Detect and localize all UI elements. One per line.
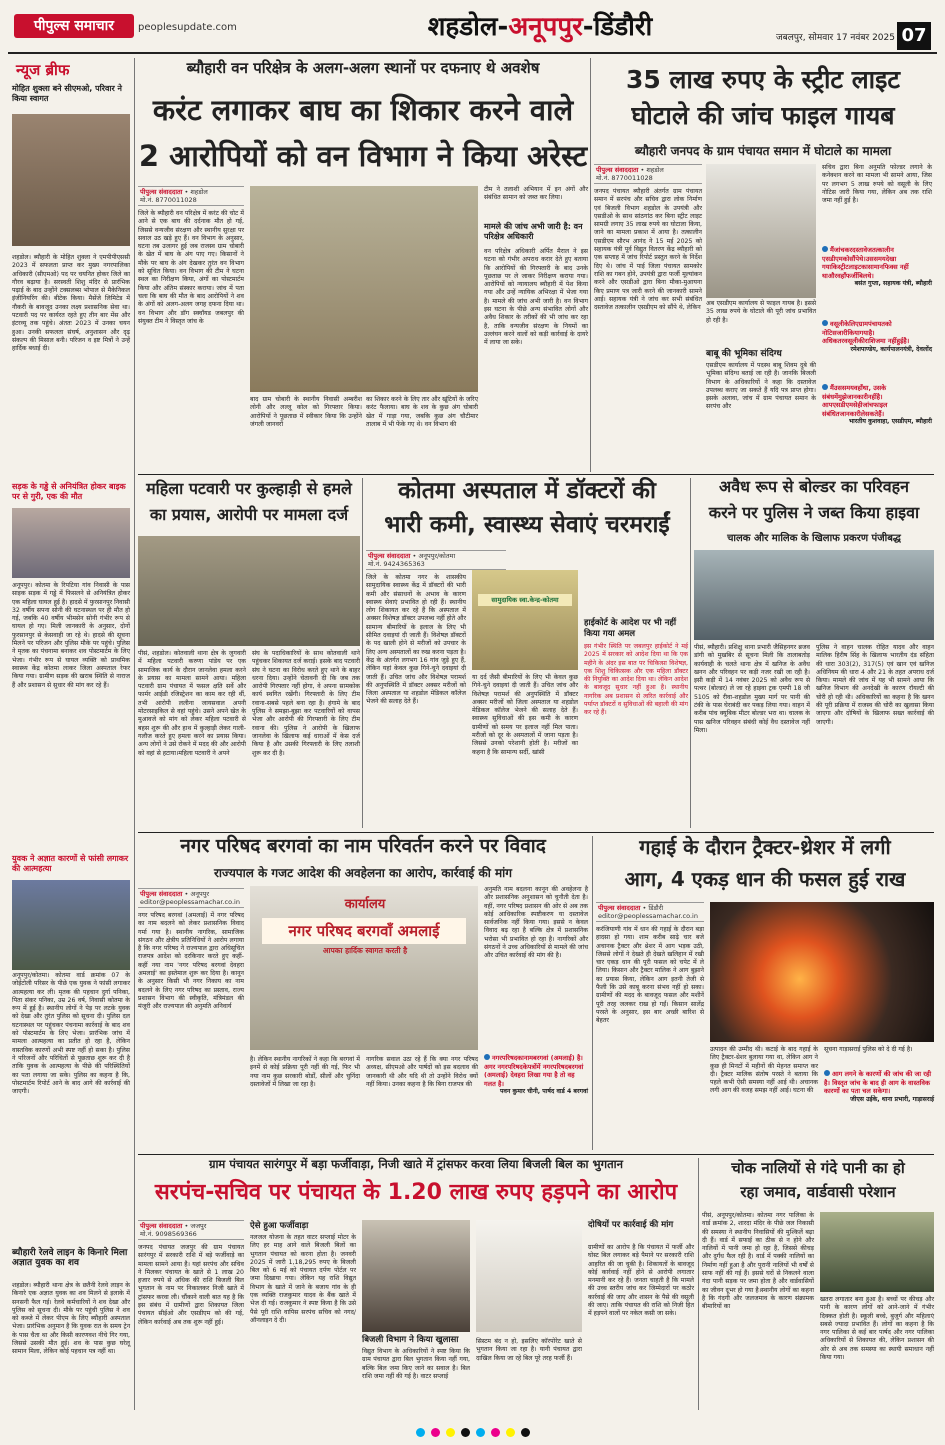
quote-1-author: बसंत गुप्ता, सहायक यंत्री, ब्यौहारी: [854, 280, 932, 287]
tiger-subhead: मामले की जांच अभी जारी है: वन परिक्षेत्र अधिकारी: [484, 222, 583, 241]
boulder-headline-1: अवैध रूप से बोल्डर का परिवहन: [718, 477, 909, 496]
tiger-photo: [250, 186, 478, 392]
bargawan-text-col-4: अनुमति नाम बदलना कानून की अवहेलना है और प्रशासनिक अनुशासन को चुनौती देता है। वहीं, नगर परिषद प्रशासन की ओर से अब तक कोई आधिकारिक स्पष्टीकरण या दस्तावेज सार्वजनिक नहीं किया गया। इससे न केवल विवाद बढ़ रहा है बल्कि क्षेत्र में प्रशासनिक भरोसा भी प्रभावित हो रहा है। नागरिकों और संगठनों ने उच्च अधिकारियों से मामले की जांच और उचित कार्रवाई की मांग की है।: [484, 886, 590, 960]
panchayat-story: [138, 1158, 694, 1410]
print-registration-bar: [0, 1422, 945, 1438]
panchayat-photo-document: [476, 1220, 582, 1332]
kotma-sidebox: [584, 618, 688, 828]
section-part-c: -डिंडौरी: [582, 12, 653, 42]
tiger-byline-name: पीपुल्स संवाददाता: [140, 188, 183, 196]
bargawan-byline-name: पीपुल्स संवाददाता: [140, 890, 183, 898]
fire-photo: [710, 902, 934, 1042]
fire-quote-text: आग लगने के कारणों की जांच की जा रही है। विस्तृत जांच के बाद ही आग के वास्तविक कारणों का पता चल सकेगा।: [824, 1070, 932, 1095]
section-part-b: अनूपपुर: [508, 12, 583, 42]
drain-story: [702, 1158, 934, 1410]
fire-byline-place: डिंडौरी: [648, 904, 664, 912]
brief-photo-2: [12, 508, 130, 578]
brief-headline-4: ब्यौहारी रेलवे लाइन के किनारे मिला अज्ञात युवक का शव: [12, 1248, 128, 1268]
streetlight-byline: पीपुल्स संवाददाता • शहडोल मो.नं. 8770011028: [594, 164, 702, 184]
tiger-story: [138, 58, 588, 472]
bargawan-byline: पीपुल्स संवाददाता • अनूपपुर editor@peoplessamachar.co.in: [138, 888, 244, 908]
news-brief-column: [12, 58, 130, 1413]
bargawan-sign-1: कार्यालय: [344, 897, 386, 912]
bargawan-story: [138, 836, 588, 1150]
panchayat-text-col-5: ग्रामीणों का आरोप है कि पंचायत में फर्जी और घोस्ट बिल लगाकर बड़े पैमाने पर सरकारी राशि आहरित की जा चुकी है। शिकायतों के बावजूद कोई कार्रवाई नहीं होने से आरोपी लगातार मनमानी कर रहे हैं। जनता चाहती है कि मामले की उच्च स्तरीय जांच कर जिम्मेदारों पर कठोर कार्रवाई की जाए और शासन के पैसे की वसूली की जाए। ताकि पंचायत की राशि को निजी हित में हड़पने वालों पर नकेल कसी जा सके।: [588, 1244, 696, 1318]
panchayat-subhead-2: बिजली विभाग ने किया खुलासा: [362, 1335, 459, 1345]
streetlight-text-col-3: एसडीएम कार्यालय में पदस्थ बाबू शिवम दुबे की भूमिका संदिग्ध बताई जा रही है। जानकि बिजली विभाग के अधिकारियों ने कहा कि दस्तावेज उपलब्ध कराए जा सकते हैं यदि पत्र प्राप्त होगा। इसके अलावा, जांच में ग्राम पंचायत समान के सरपंच और: [706, 362, 818, 411]
section-title: [380, 10, 700, 44]
drain-headline-2: रहा जमाव, वार्डवासी परेशान: [740, 1183, 896, 1201]
fire-byline-name: पीपुल्स संवाददाता: [598, 904, 641, 912]
panchayat-subhead-3: दोषियों पर कार्रवाई की मांग: [588, 1220, 674, 1230]
kotma-sign: सामुदायिक स्वा.केन्द्र-कोतमा: [478, 594, 572, 606]
patwari-photo: [138, 536, 360, 646]
brief-text-2: अनूपपुर। कोतमा के रिपटिया गांव निवासी के पास साइक सड़क में गड्ढे में फिसलने से अनियंत्रित होकर एक महिला घायल हुई है। हादसे में फुरसानपुर निवासी 32 वर्षीय सपना सोनी की घटनास्थल पर ही मौत हो गई, जबकि 40 वर्षीय भीमसेन सोनी गंभीर रूप से घायल हो गए। मिली जानकारी के अनुसार, दोनों फुरसानपुर से केसवाही जा रहे थे। हादसे की सूचना मिलने पर परिजन और पुलिस मौके पर पहुंचे। पुलिस ने मृतक का पंचनामा बनाकर शव पोस्टमार्टम के लिए भेजा। गंभीर रूप से घायल व्यक्ति को प्राथमिक स्वास्थ्य केंद्र कोतमा लाकर जिला अस्पताल रेफर किया गया। ग्रामीण सड़क की खराब स्थिति से नाराज हैं और प्रशासन से सुधार की मांग कर रहे हैं।: [12, 582, 132, 689]
panchayat-text-col-3: विद्युत विभाग के अधिकारियों ने स्पष्ट किया कि ग्राम पंचायत द्वारा बिल भुगतान किया नहीं गया, बल्कि बिल जमा किए जाने का सवाल है। बिल राशि जमा नहीं की गई है। वाटर सप्लाई: [362, 1348, 472, 1380]
tiger-text-col-3: का शिकार करने के लिए तार और खूंटियों के जरिए करंट फैलाया। बाघ के शव के कुछ अंग चोबारी खेत में गाड़ा गया, जबकि कुछ अंग चौटीमार तालाब में भी फेंके गए थे। वन विभाग की: [366, 396, 480, 428]
streetlight-text-col-1: जनपद पंचायत ब्यौहारी अंतर्गत ग्राम पंचायत समान में सरपंच और सचिव द्वारा लोक निर्माण एवं बिजली विभाग शहडोल के उपयंत्री और एसडीओ के साथ सांठगांठ कर बिना स्ट्रीट लाइट सामग्री लगाए 35 लाख रुपये का घोटाला किया, जाने का मामला प्रकाश में आया है। तत्कालीन एसडीएम सौरभ आनंद ने 15 मई 2025 को सहायक यंत्री पूर्व विद्युत वितरण केंद्र ब्यौहारी को एक सप्ताह में जांच रिपोर्ट प्रस्तुत करने के निर्देश दिए थे। जांच में पाई जिला पंचायत सामकोर राशि का गबन होने, उपयंत्री द्वारा फर्जी मूल्यांकन करने और एसडीओ द्वारा बिना मौका-मुआयना किए प्रमाण पत्र जारी करने की जानकारी सामने आई। सहायक यंत्री ने जांच कर सभी संबंधित दस्तावेज तत्कालीन एसडीएम को सौंपे थे, लेकिन: [594, 188, 704, 312]
boulder-subhead: चालक और मालिक के खिलाफ प्रकरण पंजीबद्ध: [727, 533, 901, 544]
page-number: 07: [897, 22, 931, 50]
fire-text-col-1: करंजियाणी गांव में धान की गहाई के दौरान बड़ा हादसा हो गया। शाम करीब साढ़े चार बजे अचानक ट्रैक्टर और थ्रेशर में आग भड़क उठी, जिससे लोगों ने देखते ही देखते खलिहान में रखी चार एकड़ धान की पूरी फसल को चपेट में ले लिया। किसान और ट्रैक्टर मालिक ने आग बुझाने का प्रयास किया, लेकिन आग इतनी तेजी से फैली कि उसे काबू करना संभव नहीं हो सका। ग्रामीणों की मदद के बावजूद फसल और मशीनें पूरी तरह जलकर राख हो गईं। किसान सालेंद्र परस्ते के अनुसार, इस बार अच्छी बारिश से बेहतर: [596, 926, 706, 1025]
bargawan-quote-text: नगरपरिषदकानामबरगवां (अमलाई) है। अगर नगरपरिषदकेपत्रोंमें नगरपरिषदबरगवां (अमलाई) देवहरा लिखा गया है तो वह गलत है।: [484, 1054, 584, 1088]
streetlight-quote-3: [822, 384, 932, 468]
boulder-text-col-2: पुलिस ने वाहन चालक रोहित यादव और वाहन मालिक हिरीष सिंह के खिलाफ भारतीय दंड संहिता की धारा 303(2), 317(5) एवं खान एवं खनिज अधिनियम की धारा 4 और 21 के तहत अपराध दर्ज किया। मामले की जांच में यह भी सामने आया कि खनिज विभाग की अनदेखी के कारण रॉयल्टी की चोरी हो रही थी। अधिकारियों का कहना है कि खनन की पूरी प्रक्रिया में राजस्व की चोरी का खुलासा किया जाएगा और दोषियों के खिलाफ सख्त कार्रवाई की जाएगी।: [816, 644, 936, 726]
tiger-headline-2: 2 आरोपियों को वन विभाग ने किया अरेस्ट: [138, 139, 588, 173]
tiger-text-col-4: टीम ने तलाशी अभियान में इन अंगों और संबंधित सामान को जब्त कर लिया।: [484, 186, 590, 202]
panchayat-byline: पीपुल्स संवाददाता • जजपुर मो.नं. 9098569366: [138, 1220, 244, 1240]
streetlight-story: [594, 58, 932, 472]
kotma-byline-mob: मो.नं. 9424365363: [368, 560, 425, 568]
brief-text-1: शहडोल। ब्यौहारी के मोहित शुक्ला ने एमपीपीएससी 2023 में सफलता प्राप्त कर मुख्य नगरपालिका अधिकारी (सीएमओ) पद पर चयनित होकर जिले का गौरव बढ़ाया है। सरस्वती शिशु मंदिर से प्रारंभिक पढ़ाई के बाद उन्होंने टक्सलब्स भोपाल से मैकेनिकल इंजीनियरिंग की। बीटेक किया। मैसेंजे लिमिटेड में नौकरी के बावजूद उनका लक्ष्य प्रशासनिक सेवा था। पटवारी पद पर कार्यरत रहते हुए तीन बार मेंस और इंटरव्यू तक पहुंचे। अंततः 2023 में उनका चयन हुआ। उनकी सफलता संघर्ष, अनुशासन और दृढ़ संकल्प की मिसाल बनी। परिजन व इष्ट मित्रों ने उन्हें हार्दिक बधाई दी।: [12, 254, 132, 353]
brief-photo-1: [12, 114, 130, 246]
streetlight-text-col-2: सचिव द्वारा बिना अनुमति फोल्डर लगाने के कनेक्शन करने का मामला भी सामने आया, जिस पर लगभग 5 लाख रुपये को वसूली के लिए नोटिस जारी किया गया, लेकिन अब तक राशि जमा नहीं हुई है।: [822, 164, 934, 205]
panchayat-byline-mob: मो.नं. 9098569366: [140, 1230, 197, 1238]
brief-headline-3: युवक ने अज्ञात कारणों से फांसी लगाकर की आत्महत्या: [12, 854, 129, 873]
kotma-headline-1: कोतमा अस्पताल में डॉक्टरों की: [398, 478, 656, 504]
bargawan-text-col-2: है। लेकिन स्थानीय नागरिकों ने कहा कि बरगवां में इनमें से कोई प्रक्रिया पूरी नहीं की गई, फिर भी नया नाम कुछ सरकारी बोर्डों, सीलों और चुनिंदा दस्तावेजों में लिखा जा रहा है।: [250, 1056, 362, 1088]
bargawan-quote: [484, 1054, 588, 1150]
kotma-sidebox-head: हाईकोर्ट के आदेश पर भी नहीं किया गया अमल: [584, 618, 677, 639]
panchayat-byline-name: पीपुल्स संवाददाता: [140, 1222, 183, 1230]
quote-3-author: भारतीय कुशवाहा, एसडीएम, ब्यौहारी: [848, 418, 932, 425]
kotma-byline-name: पीपुल्स संवाददाता: [368, 552, 411, 560]
kotma-text-col-1: जिले के कोतमा नगर के शासकीय सामुदायिक स्वास्थ्य केंद्र में डॉक्टरों की भारी कमी और संसाधनों के अभाव के कारण स्वास्थ्य सेवाएं प्रभावित हो रही हैं। स्थानीय लोग शिकायत कर रहे हैं कि अस्पताल में अक्सर विशेषज्ञ डॉक्टर उपलब्ध नहीं होते और सामान्य बीमारियों के इलाज के लिए भी सीमित दवाइयां दी जाती हैं। विशेषज्ञ डॉक्टरों के पद खाली होने से मरीजों को उपचार के लिए अन्य अस्पतालों का रुख करना पड़ता है। केंद्र के अंतर्गत लगभग 16 गांव जुड़े हुए हैं, लेकिन यहां केवल कुछ गिने-चुने दवाइयां दी जाती हैं। उचित जांच और विशेषज्ञ परामर्श की अनुपस्थिति में डॉक्टर अक्सर मरीजों को जिला अस्पताल या शहडोल मेडिकल कॉलेज भेजने की सलाह देते हैं।: [366, 574, 468, 706]
tiger-text-col-1: जिले के ब्यौहारी वन परिक्षेत्र में करंट की चोट में आने से एक बाघ की दर्दनाक मौत हो गई, जिससे वन्यजीव संरक्षण और स्थानीय सुरक्षा पर सवाल उठ खड़े हुए हैं। वन विभाग के अनुसार, घटना तब उजागर हुई जब राजस्व ग्राम चोबारी के खेत में बाघ के अंग पाए गए। किसानों ने मौके पर बाघ के अंग देखकर तुरंत वन विभाग को सूचित किया। वन विभाग की टीम ने घटना स्थल का निरीक्षण किया, अंगों का पोस्टमार्टम किया और अंतिम संस्कार कराया। जांच में पता चला कि बाघ की मौत के बाद आरोपियों ने शव के अंगों को अलग-अलग जगह दफना दिया था। वन विभाग और डॉग स्क्वॉयड जबलपुर की संयुक्त टीम ने विस्तृत जांच के: [138, 210, 246, 325]
bargawan-byline-place: अनूपपुर: [190, 890, 209, 898]
patwari-text-col-2: संघ के पदाधिकारियों के साथ कोतवाली थाने पहुंचकर शिकायत दर्ज कराई। इसके बाद पटवारी संघ ने घटना का विरोध करते हुए थाने के बाहर धरना दिया। उन्होंने चेतावनी दी कि जब तक आरोपी गिरफ्तार नहीं होगा, वे अपना सामकोक कार्य स्थगित रखेंगी। गिरफ्तारी के लिए टीम रवाना-सबसे पहले बना रहा है। हंगामे के बाद पुलिस ने समझा-बुझा कर पटवारियों को वापस भेजा और आरोपी की गिरफ्तारी के लिए टीम रवाना की। पुलिस ने आरोपी के खिलाफ जानलेवा के खिलाफ कई धाराओं में केस दर्ज किया है और उसकी गिरफ्तारी के लिए तलाशी शुरू कर दी है।: [252, 650, 362, 757]
panchayat-text-col-4: सिस्टम बंद न हो, इसलिए कॉरपोरेट खाते से भुगतान किया जा रहा है। यानी पंचायत द्वारा दाखिल किया जा रहे बिल पूरे तरह फर्जी हैं।: [476, 1338, 584, 1362]
drain-photo: [820, 1212, 934, 1292]
patwari-headline-1: महिला पटवारी पर कुल्हाड़ी से हमले: [146, 479, 352, 498]
kotma-text-col-2: या दर्द जैसी बीमारियों के लिए भी केवल कुछ गिने-चुने दवाइयां दी जाती हैं। उचित जांच और विशेषज्ञ परामर्श की अनुपस्थिति में डॉक्टर अक्सर मरीजों को जिला अस्पताल या शहडोल मेडिकल कॉलेज भेजने की सलाह देते हैं। स्वास्थ्य सुविधाओं की इस कमी के कारण ग्रामीणों को समय पर इलाज नहीं मिल पाता। मरीजों को दूर के अस्पतालों में जाना पड़ता है। जिससे उनको परेशानी होती है। मरीजों का कहना है कि सामान्य सर्दी, खांसी: [472, 674, 580, 756]
brief-text-4: शहडोल। ब्यौहारी थाना क्षेत्र के छतैनी रेलवे लाइन के किनारे एक अज्ञात युवक का शव मिलने से इलाके में सनसनी फैल गई। रेलवे कर्मचारियों ने शव देखा और पुलिस को सूचना दी। मौके पर पहुंची पुलिस ने शव को कब्जे में लेकर पीएम के लिए ब्यौहारी अस्पताल भेजा। प्रारंभिक अनुमान है कि युवक रात के समय ट्रेन के पास चैता था और किसी कारणवश नीचे गिर गया, जिससे उसकी मौत हुई। शव के पास कुछ घरेलू सामान मिला, लेकिन कोई पहचान पत्र नहीं था।: [12, 1282, 132, 1356]
patwari-text-col-1: पीसं, शहडोल। कोतवाली थाना क्षेत्र के जुगवारी में महिला पटवारी करुणा पांडेय पर एक सामाजिक कार्य के दौरान जानलेवा हमला करने के प्रयास का मामला सामने आया। महिला पटवारी ग्राम पंचायत में फसल क्षति सर्वे और फार्मर आईडी रजिस्ट्रेशन का काम कर रही थीं, तभी आरोपी ललीना जायसवाल अपनी मोटरसाइकिल से वहां पहुंचे। उसने अपने खेत के मुआवजे को मांग को लेकर महिला पटवारी से बहस शुरू की और हाथ में कुल्हाड़ी लेकर गाली-गलौज करते हुए हमला करने का प्रयास किया। अन्य लोगों ने उसे रोकने में मदद की और आरोपी को वहां से हटाया।महिला पटवारी ने अपने: [138, 650, 248, 757]
tiger-byline-place: शहडोल: [190, 188, 208, 196]
kotma-photo: [472, 570, 578, 670]
panchayat-photo-person: [362, 1220, 470, 1332]
streetlight-headline-1: 35 लाख रुपए के स्ट्रीट लाइट: [625, 65, 901, 94]
tiger-kicker: ब्यौहारी वन परिक्षेत्र के अलग-अलग स्थानों पर दफनाए थे अवशेष: [186, 59, 540, 77]
patwari-headline-2: का प्रयास, आरोपी पर मामला दर्ज: [149, 505, 349, 524]
kotma-story: [366, 478, 688, 828]
paper-logo: पीपुल्स समाचार: [14, 14, 134, 38]
streetlight-byline-place: शहडोल: [646, 166, 664, 174]
streetlight-byline-mob: मो.नं. 8770011028: [596, 174, 653, 182]
fire-story: [596, 836, 934, 1150]
kotma-headline-2: भारी कमी, स्वास्थ्य सेवाएं चरमराईं: [384, 512, 670, 538]
fire-quote-author: जीएस उईके, थाना प्रभारी, गाड़ासराई: [850, 1095, 934, 1103]
quote-2-author: रमेशपाण्डेय, कार्यपालनयंत्री, देवलोंद: [850, 345, 932, 353]
bargawan-sign-2: नगर परिषद बरगवाँ अमलाई: [262, 918, 466, 944]
boulder-headline-2: करने पर पुलिस ने जब्त किया हाइवा: [708, 503, 920, 522]
streetlight-caption: अब एसडीएम कार्यालय से फाइल गायब है। इससे 35 लाख रुपये के घोटाले की पूरी जांच प्रभावित हो रही है।: [706, 300, 818, 324]
fire-headline-1: गहाई के दौरान ट्रैक्टर-थ्रेशर में लगी: [639, 835, 891, 859]
panchayat-kicker: ग्राम पंचायत सारंगपुर में बड़ा फर्जीवाड़ा, निजी खाते में ट्रांसफर करवा लिया बिजली बिल का भुगतान: [208, 1157, 624, 1171]
bargawan-text-col-1: नगर परिषद बरगवां (अमलाई) में नगर परिषद का नाम बदलने को लेकर प्रशासनिक विवाद गर्मा गया है। स्थानीय नागरिक, सामाजिक संगठन और क्षेत्रीय प्रतिनिधियों ने आरोप लगाया है कि नगर परिषद ने राज्यपाल द्वारा अधिसूचित राजपत्र आदेश को दरकिनार करते हुए कहीं-कहीं नया नाम 'नगर परिषद बरगवां देवहरा अमलाई' का इस्तेमाल शुरू कर दिया है। कानून के अनुसार किसी भी नगर निकाय का नाम बदलने के लिए नगर परिषद का प्रस्ताव, राज्य प्रशासन विभाग की स्वीकृति, मंत्रिमंडल की मंजूरी और राज्यपाल की अनुमति अनिवार्य: [138, 912, 246, 1011]
boulder-text-col-1: पीसं, ब्यौहारी। प्रशिक्षु थाना प्रभारी जैसिहनगर ब्रजव डांगी को मुखबिर से सूचना मिली कि तालाबतोड़ कार्यवाही के चलते थाना क्षेत्र में खनिज के अवैध खनन और परिवहन पर कड़ी नजर रखी जा रही है। इसी कड़ी में 14 नवंबर 2025 को अवैध रूप से पत्थर (बोल्डर) ले जा रहे हाइवा ट्रक एमपी 18 जी 5105 को रीवा-शहडोल मुख्य मार्ग पर पानी की टंकी के पास घेराबंदी कर पकड़ लिया गया। वाहन में करीब पांच क्यूबिक मीटर बोल्डर भरा था। चालक के पास खनिज परिवहन संबंधी कोई वैध दस्तावेज नहीं मिला।: [694, 644, 812, 734]
kotma-byline: पीपुल्स संवाददाता • अनूपपुर/कोतमा मो.नं. 9424365363: [366, 550, 506, 570]
panchayat-headline: सरपंच-सचिव पर पंचायत के 1.20 लाख रुपए हड़पने का आरोप: [154, 1180, 678, 1205]
drain-text-col-1: पीसं, अनूपपुर/कोतमा। कोतमा नगर पालिका के वार्ड क्रमांक 2, शारदा मंदिर के पीछे जल निकासी की समस्या ने स्थानीय निवासियों की मुश्किलें बढ़ा दी हैं। वार्ड में सफाई का ठीक से न होने और नालियों में पानी जमा हो रहा है, जिससे कीचड़ और दुर्गंध फैल रही है। वार्ड में पक्की नालियों का निर्माण नहीं हुआ है और पुरानी नालियों भी वर्षों से साफ नहीं की गई हैं। इससे घरों से निकलने वाला गंदा पानी सड़क पर जमा होता है और वार्डवासियों का जीवन दूभर हो गया है।स्थानीय लोगों का कहना है कि गंदगी और जलजमाव के कारण संक्रामक बीमारियों का: [702, 1212, 816, 1311]
bargawan-sign-3: आपका हार्दिक स्वागत करती है: [322, 946, 408, 955]
brief-headline-1: मोहित शुक्ला बने सीएमओ, परिवार ने किया स्वागत: [12, 84, 122, 103]
boulder-story: [694, 478, 934, 828]
panchayat-subhead-1: ऐसे हुआ फर्जीवाड़ा: [250, 1221, 309, 1231]
bargawan-headline: नगर परिषद बरगवां का नाम परिवर्तन करने पर विवाद: [180, 835, 546, 857]
tiger-headline-1: करंट लगाकर बाघ का शिकार करने वाले: [152, 93, 574, 127]
streetlight-byline-name: पीपुल्स संवाददाता: [596, 166, 639, 174]
news-brief-tag: न्यूज ब्रीफ: [16, 61, 70, 79]
masthead: [0, 0, 945, 50]
tiger-byline: पीपुल्स संवाददाता • शहडोल मो.नं. 8770011028: [138, 186, 244, 206]
quote-3-text: मैंउससमयवहाँथा, उसके संबंधमेंमुझेजानकारीनहींहै। आपएसडीएमसेहीजांचफाइल संबंधितजानकारीलेसकतेहैं।: [822, 384, 888, 418]
brief-headline-2: सड़क के गड्ढे से अनियंत्रित होकर बाइक पर से गुरी, एक की मौत: [12, 482, 126, 501]
fire-text-col-2: उत्पादन की उम्मीद थी। कटाई के बाद गहाई के लिए ट्रैक्टर-थ्रेशर बुलाया गया था, लेकिन आग ने कुछ ही मिनटों में महीनों की मेहनत समाप्त कर दी। ट्रैक्टर मालिक संतोष परस्ते ने बताया कि पहले कभी ऐसी समस्या नहीं आई थी। अचानक लगी आग की वजह समझ नहीं आई। घटना की: [710, 1046, 820, 1095]
drain-text-col-2: खतरा लगातार बना हुआ है। बच्चों पर कीचड़ और पानी के कारण लोगों को आने-जाने में गंभीर दिक्कत होती है। स्कूली बच्चे, बुजुर्ग और महिलाएं सबसे ज्यादा प्रभावित हैं। लोगों का कहना है कि नगर पालिका से कई बार पार्षद और नगर पालिका अधिकारियों से शिकायत की, लेकिन प्रशासन की ओर से अब तक समस्या का स्थायी समाधान नहीं किया गया।: [820, 1296, 936, 1362]
brief-photo-3: [12, 880, 130, 970]
streetlight-quote-2: [822, 320, 932, 380]
section-part-a: शहडोल-: [427, 12, 509, 42]
panchayat-byline-place: जजपुर: [190, 1222, 207, 1230]
bargawan-text-col-3: नागरिक सवाल उठा रहे हैं कि क्या नगर परिषद अध्यक्ष, सीएमओ और पार्षदों को इस बदलाव की जानकारी थी और यदि थी तो उन्होंने विरोध क्यों नहीं किया। उनका कहना है कि बिना राजपत्र की: [366, 1056, 480, 1088]
tiger-text-col-5: वन परिक्षेत्र अधिकारी अर्पित मैराल ने इस घटना को गंभीर अपराध करार देते हुए बताया कि आरोपियों की गिरफ्तारी के बाद उनके पूछताछ पर ले जाकर निरीक्षण कराया गया। आरोपियों को न्यायालय ब्यौहारी में पेश किया गया और उन्हें न्यायिक अभिरक्षा में भेजा गया है। मामले की जांच अभी जारी है। वन विभाग इस घटना के पीछे अन्य संभावित लोगों और अवैध शिकार के तरीकों की भी जांच कर रहा है, ताकि वन्यजीव संरक्षण के नियमों का उल्लंघन करने वालों को कड़ी कार्रवाई के दायरे में लाया जा सके।: [484, 248, 590, 347]
boulder-photo: [694, 550, 934, 640]
website-label[interactable]: peoplesupdate.com: [138, 22, 237, 33]
bargawan-photo: [250, 886, 478, 1050]
tiger-text-col-2: बाद ग्राम चोबारी के स्थानीय निवासी अम्बरीश लोनी और लल्लू कोल को गिरफ्तार किया। आरोपियों ने पूछताछ में स्वीकार किया कि उन्होंने जंगली जानवरों: [250, 396, 364, 428]
bargawan-subhead: राज्यपाल के गजट आदेश की अवहेलना का आरोप, कार्रवाई की मांग: [213, 866, 513, 880]
panchayat-text-col-2: नलजल योजना के तहत वाटर सप्लाई मोटर के लिए हर माह आने वाले बिजली बिलों का भुगतान पंचायत को करना होता है। जनवरी 2025 में जारी 1,18,295 रुपए के बिजली बिल को 6 मई को पंचायत दर्पण पोर्टल पर जमा दिखाया गया। लेकिन यह राशि विद्युत विभाग के खाते में जाने के बजाय गांव के ही एक व्यक्ति राजकुमार यादव के बैंक खाते में भेज दी गई। राजकुमार ने स्पष्ट किया है कि उसे पैसे पूरी राशि वापिस सरपंच सचिव को नगद/ऑनलाइन दे दी।: [250, 1234, 358, 1324]
tiger-byline-mob: मो.नं. 8770011028: [140, 196, 197, 204]
drain-headline-1: चोक नालियों से गंदे पानी का हो: [731, 1159, 905, 1177]
streetlight-photo: [706, 164, 816, 298]
streetlight-box-head: बाबू की भूमिका संदिग्ध: [706, 349, 782, 359]
kotma-sidebox-text: इस गंभीर स्थिति पर जबलपुर हाईकोर्ट ने मई 2025 में सरकार को आदेश दिया था कि एक महीने के अंदर इस बात पर चिकित्सा विशेषज्ञ, एक शिशु चिकित्सक और एक महिला डॉक्टर की नियुक्ति का आदेश दिया था। लेकिन आदेश के बावजूद सुधार नहीं हुआ है। स्थानीय नागरिक अब प्रशासन से त्वरित कार्रवाई और पर्याप्त डॉक्टरों व सुविधाओं की बहाली की मांग कर रहे हैं।: [584, 643, 690, 717]
streetlight-quote-1: [822, 246, 932, 316]
dateline: जबलपुर, सोमवार 17 नवंबर 2025: [775, 33, 895, 43]
kotma-byline-place: अनूपपुर/कोतमा: [418, 552, 456, 560]
quote-1-text: मैंजांचकरदस्तावेजतत्कालीन एसडीएमकोसौंपेथे।उससमयदेखा गयाकिस्ट्रीटलाइटकासामानफिक्स नहीं थाऔरवहाँफर्जीबिलथे।: [822, 246, 909, 280]
brief-text-3: अनूपपुर/कोतमा। कोतमा वार्ड क्रमांक 07 के जोईटोली परिसर के पीछे एक युवक ने फांसी लगाकर आत्महत्या कर ली। मृतक की पहचान दुर्गा पनिका, पिता संकर पनिका, उम्र 26 वर्ष, निवासी कोतमा के रूप में हुई है। स्थानीय लोगों ने पेड़ पर लटके युवक को देखा और तुरंत पुलिस को सूचना दी। पुलिस दल घटनास्थल पर पहुंचकर पंचनामा कार्रवाई के बाद शव को पोस्टमार्टम के लिए भेजा। प्रारंभिक जांच में मामला आत्महत्या का प्रतीत हो रहा है, लेकिन वास्तविक कारणों अभी स्पष्ट नहीं हो सका है। पुलिस ने परिजनों और परिचितों से पूछताछ शुरू कर दी है ताकि युवक के आत्महत्या के पीछे की परिस्थितियों का पता लगाया जा सके। पुलिस का कहना है कि, पोस्टमार्टम रिपोर्ट आने के बाद आगे की कार्रवाई की जाएगी।: [12, 972, 132, 1096]
patwari-story: [138, 478, 360, 828]
fire-text-col-3: सूचना गाड़ासराई पुलिस को दे दी गई है।: [824, 1046, 913, 1053]
streetlight-subhead: ब्यौहारी जनपद के ग्राम पंचायत समान में घोटाले का मामला: [634, 144, 892, 158]
fire-byline-mail[interactable]: editor@peoplessamachar.co.in: [598, 912, 698, 920]
fire-byline: पीपुल्स संवाददाता • डिंडौरी editor@peoplessamachar.co.in: [596, 902, 704, 922]
quote-2-text: वसूलीकेलिएग्रामपंचायतको नोटिसजारीकियागयाहै। अधिकतरवसूलीकीराशिजमा नहींहुईहै।: [822, 320, 910, 345]
fire-quote: [824, 1070, 934, 1150]
fire-headline-2: आग, 4 एकड़ धान की फसल हुई राख: [624, 867, 906, 891]
bargawan-byline-mail[interactable]: editor@peoplessamachar.co.in: [140, 898, 240, 906]
panchayat-text-col-1: जनपद पंचायत जजपुर की ग्राम पंचायत सारंगपुर में सरकारी राशि में बड़े फर्जीवाड़े का मामला सामने आया है। यहां सरपंच और सचिव ने मिलकर पंचायत के खाते से 1 लाख 20 हजार रुपये से अधिक की राशि बिजली बिल भुगतान के नाम पर निकालकर निजी खाते में ट्रांसफर करवा ली। चौंकाने वाली बात यह है कि इस संबंध में ग्रामीणों द्वारा शिकायत जिला पंचायत सीईओ और एसडीएम को की गई, लेकिन कार्रवाई अब तक शुरू नहीं हुई।: [138, 1244, 246, 1326]
bargawan-quote-author: पवन कुमार चीनी, पार्षद वार्ड 4 बरगवां: [499, 1088, 588, 1095]
streetlight-headline-2: घोटाले की जांच फाइल गायब: [631, 101, 895, 130]
